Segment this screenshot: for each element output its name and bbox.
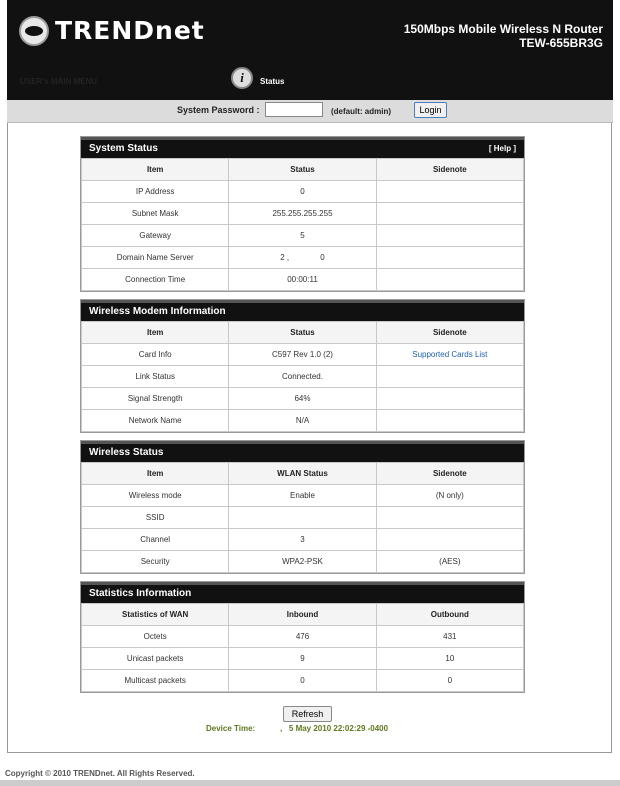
- table-cell: Connection Time: [82, 269, 229, 291]
- info-icon[interactable]: i: [231, 67, 253, 89]
- table-cell: [376, 366, 523, 388]
- table-cell: 0: [376, 670, 523, 692]
- column-header: Sidenote: [376, 322, 523, 344]
- login-button[interactable]: Login: [414, 102, 447, 118]
- table-row: [82, 225, 524, 247]
- wireless-status-table: [81, 462, 524, 573]
- column-header: Item: [82, 322, 229, 344]
- wireless-status-title: Wireless Status: [89, 447, 164, 458]
- table-cell: (N only): [376, 485, 523, 507]
- table-row: [82, 366, 524, 388]
- supported-cards-link[interactable]: Supported Cards List: [412, 350, 488, 359]
- statistics-table: [81, 603, 524, 692]
- table-row: [82, 648, 524, 670]
- column-header: Item: [82, 463, 229, 485]
- table-cell: Octets: [82, 626, 229, 648]
- table-cell: Network Name: [82, 410, 229, 432]
- column-header: Sidenote: [376, 159, 523, 181]
- refresh-button[interactable]: Refresh: [283, 706, 332, 722]
- section-title: [81, 441, 524, 462]
- table-row: [82, 344, 524, 366]
- table-cell: Signal Strength: [82, 388, 229, 410]
- wireless-modem-title: Wireless Modem Information: [89, 306, 226, 317]
- help-link[interactable]: [ Help ]: [488, 144, 516, 153]
- password-default-hint: (default: admin): [331, 107, 391, 116]
- column-header: Item: [82, 159, 229, 181]
- table-cell: Card Info: [82, 344, 229, 366]
- table-cell: [376, 507, 523, 529]
- password-bar: [7, 100, 613, 123]
- table-cell: [376, 529, 523, 551]
- product-name: 150Mbps Mobile Wireless N Router: [403, 22, 603, 36]
- table-cell: 0: [229, 181, 376, 203]
- product-model: TEW-655BR3G: [519, 36, 603, 50]
- table-cell: Link Status: [82, 366, 229, 388]
- table-cell: Subnet Mask: [82, 203, 229, 225]
- table-cell: 255.255.255.255: [229, 203, 376, 225]
- table-row: [82, 269, 524, 291]
- table-cell: 3: [229, 529, 376, 551]
- column-header: Sidenote: [376, 463, 523, 485]
- section-title: [81, 582, 524, 603]
- table-cell: SSID: [82, 507, 229, 529]
- table-cell: 64%: [229, 388, 376, 410]
- table-cell: 0: [229, 670, 376, 692]
- table-cell: WPA2-PSK: [229, 551, 376, 573]
- section-title: [81, 137, 524, 158]
- table-cell: [376, 269, 523, 291]
- status-page-link[interactable]: Status: [260, 77, 285, 86]
- wireless-modem-table: [81, 321, 524, 432]
- table-header-row: [82, 463, 524, 485]
- table-row: [82, 410, 524, 432]
- table-cell: [376, 181, 523, 203]
- table-header-row: [82, 604, 524, 626]
- table-row: [82, 247, 524, 269]
- table-row: [82, 670, 524, 692]
- table-cell: C597 Rev 1.0 (2): [229, 344, 376, 366]
- wireless-modem-section: [80, 299, 525, 433]
- password-input[interactable]: [265, 102, 323, 117]
- table-cell: Unicast packets: [82, 648, 229, 670]
- section-title: [81, 300, 524, 321]
- table-cell: 2 , 0: [229, 247, 376, 269]
- table-cell: Gateway: [82, 225, 229, 247]
- column-header: Status: [229, 322, 376, 344]
- table-cell: [376, 410, 523, 432]
- column-header: Statistics of WAN: [82, 604, 229, 626]
- main-menu-label[interactable]: USER's MAIN MENU: [20, 77, 98, 86]
- system-status-title: System Status: [89, 143, 158, 154]
- bottom-bar: [0, 780, 620, 786]
- table-header-row: [82, 159, 524, 181]
- column-header: WLAN Status: [229, 463, 376, 485]
- statistics-title: Statistics Information: [89, 588, 192, 599]
- table-cell: [376, 225, 523, 247]
- table-cell: [376, 247, 523, 269]
- table-cell: [376, 344, 523, 366]
- table-cell: 9: [229, 648, 376, 670]
- system-status-table: [81, 158, 524, 291]
- trendnet-logo-icon: [19, 16, 49, 46]
- table-cell: Wireless mode: [82, 485, 229, 507]
- password-label: System Password :: [177, 105, 260, 115]
- table-cell: Channel: [82, 529, 229, 551]
- product-title: [404, 22, 603, 50]
- table-row: [82, 529, 524, 551]
- device-time-label: Device Time:: [206, 724, 256, 733]
- table-cell: (AES): [376, 551, 523, 573]
- table-cell: 476: [229, 626, 376, 648]
- table-cell: Domain Name Server: [82, 247, 229, 269]
- table-cell: Multicast packets: [82, 670, 229, 692]
- table-row: [82, 485, 524, 507]
- table-cell: Security: [82, 551, 229, 573]
- header-bar: [7, 0, 613, 100]
- table-cell: Connected.: [229, 366, 376, 388]
- table-cell: IP Address: [82, 181, 229, 203]
- table-row: [82, 388, 524, 410]
- table-row: [82, 507, 524, 529]
- brand-logo-text: TRENDnet: [55, 16, 205, 45]
- table-cell: 5: [229, 225, 376, 247]
- table-cell: 10: [376, 648, 523, 670]
- wireless-status-section: [80, 440, 525, 574]
- table-row: [82, 551, 524, 573]
- table-cell: 00:00:11: [229, 269, 376, 291]
- table-cell: [229, 507, 376, 529]
- table-header-row: [82, 322, 524, 344]
- table-cell: 431: [376, 626, 523, 648]
- table-cell: [376, 388, 523, 410]
- table-cell: N/A: [229, 410, 376, 432]
- table-cell: [376, 203, 523, 225]
- table-row: [82, 203, 524, 225]
- system-status-section: [80, 136, 525, 292]
- copyright-text: Copyright © 2010 TRENDnet. All Rights Reserved.: [5, 769, 195, 778]
- table-row: [82, 181, 524, 203]
- statistics-section: [80, 581, 525, 693]
- column-header: Outbound: [376, 604, 523, 626]
- column-header: Inbound: [229, 604, 376, 626]
- column-header: Status: [229, 159, 376, 181]
- table-cell: Enable: [229, 485, 376, 507]
- device-time-value: , 5 May 2010 22:02:29 -0400: [280, 724, 389, 733]
- table-row: [82, 626, 524, 648]
